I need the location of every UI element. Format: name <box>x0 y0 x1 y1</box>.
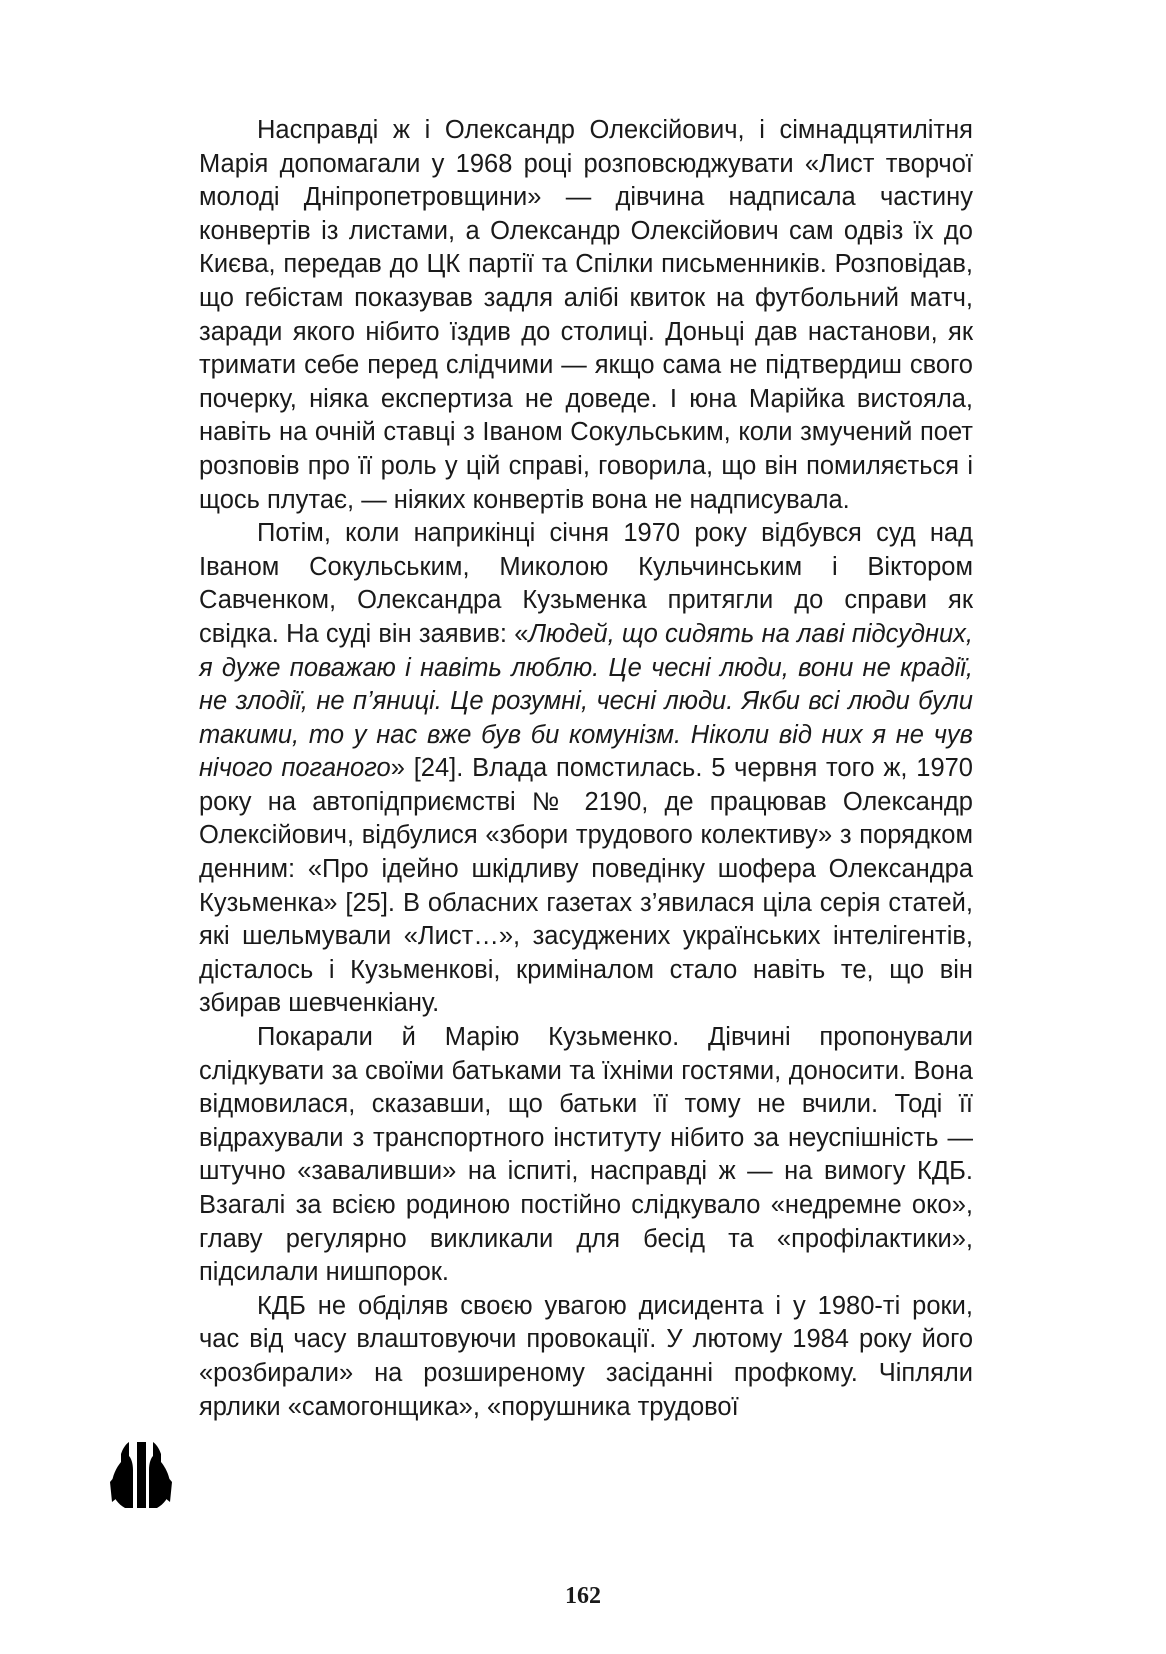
quote-text: Людей, що сидять на лаві підсудних, я дуже поважаю і навіть люблю. Це чесні люди, вони не крадії, не злодії, не п’яниці. Це розумні, чесні люди. Якби всі люди були такими, то у нас вже був би комунізм. Ніколи від них я не чув нічого поганого <box>199 619 973 783</box>
paragraph-text: Покарали й Марію Кузьменко. Дівчині пропонували слідкувати за своїми батьками та їхніми гостями, доносити. Вона відмовилася, сказавши, що батьки її тому не вчили. Тоді її відрахували з транспортного інституту нібито за неуспішність — штучно «заваливши» на іспиті, насправді ж — на вимогу КДБ. Взагалі за всією родиною постійно слідкувало «недремне око», главу регулярно викликали для бесід та «профілактики», підсилали нишпорок. <box>199 1023 973 1287</box>
paragraph <box>199 114 973 517</box>
paragraph <box>199 1021 973 1290</box>
page-number: 162 <box>565 1583 601 1609</box>
paragraph-text: Потім, коли наприкінці січня 1970 року відбувся суд над Іваном Сокульським, Миколою Кульчинським і Віктором Савченком, Олександра Кузьменка притягли до справи як свідка. На суді він заявив: « <box>199 519 973 648</box>
paragraph <box>199 1290 973 1424</box>
body-text <box>199 114 973 1424</box>
paragraph-text: Насправді ж і Олександр Олексійович, і сімнадцятилітня Марія допомагали у 1968 році розповсюджувати «Лист творчої молоді Дніпропетровщини» — дівчина надписала частину конвертів із листами, а Олександр Олексійович сам одвіз їх до Києва, передав до ЦК партії та Спілки письменників. Розповідав, що гебістам показував задля алібі квиток на футбольний матч, заради якого нібито їздив до столиці. Доньці дав настанови, як тримати себе перед слідчими — якщо сама не підтвердиш свого почерку, ніяка експертиза не доведе. І юна Марійка вистояла, навіть на очній ставці з Іваном Сокульським, коли змучений поет розповів про її роль у цій справі, говорила, що він помиляється і щось плутає, — ніяких конвертів вона не надписувала. <box>199 116 973 514</box>
paragraph-text: » [24]. Влада помстилась. 5 червня того ж, 1970 року на автопідприємстві № 2190, де працював Олександр Олексійович, відбулися «збори трудового колективу» з порядком денним: «Про ідейно шкідливу поведінку шофера Олександра Кузьменка» [25]. В обласних газетах з’явилася ціла серія статей, які шельмували «Лист…», засуджених українських інтелігентів, дісталось і Кузьменкові, криміналом стало навіть те, що він збирав шевченкіану. <box>199 754 973 1018</box>
paragraph-text: КДБ не обділяв своєю увагою дисидента і у 1980-ті роки, час від часу влаштовуючи провокації. У лютому 1984 року його «розбирали» на розширеному засіданні профкому. Чіпляли ярлики «самогонщика», «порушника трудової <box>199 1291 973 1421</box>
paragraph <box>199 517 973 1021</box>
book-emblem-icon <box>110 1442 172 1508</box>
